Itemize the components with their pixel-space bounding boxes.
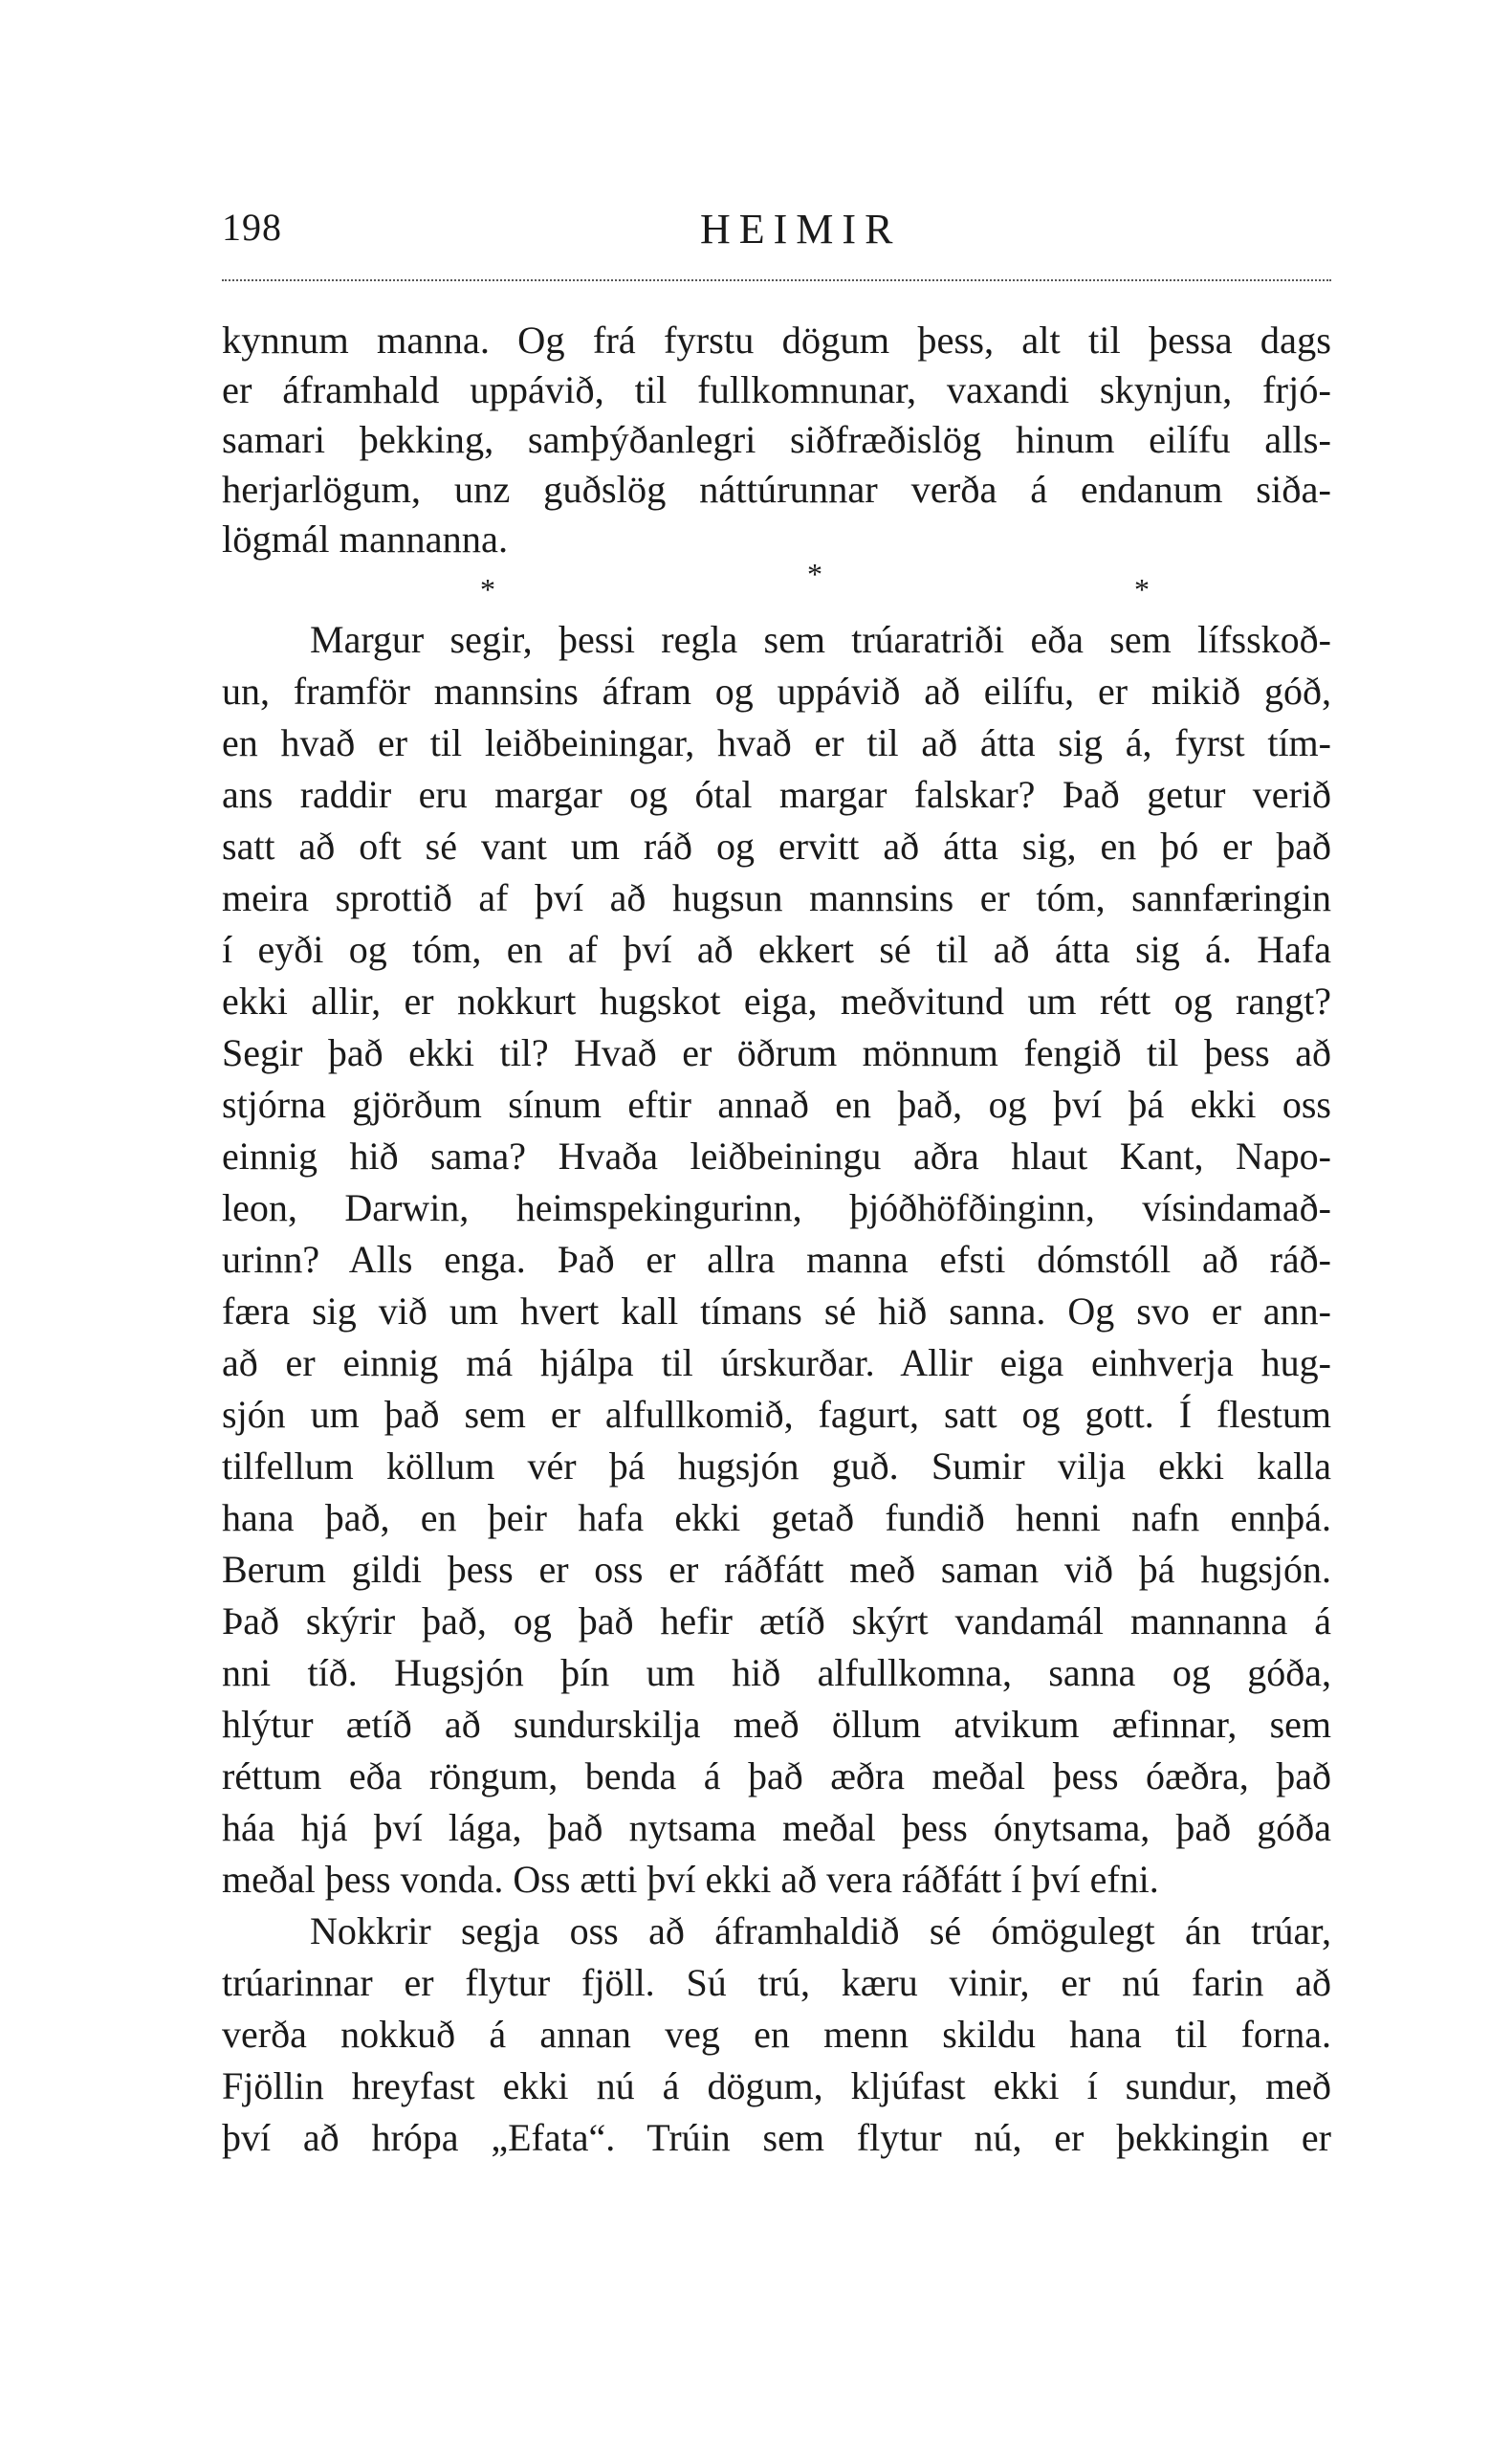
header-rule [222, 279, 1331, 281]
paragraph-2 [222, 614, 1331, 1906]
section-break-asterisks [480, 557, 1150, 614]
page-number: 198 [222, 206, 282, 249]
text-line: færa sig við um hvert kall tímans sé hið sanna. Og svo er ann- [222, 1290, 1331, 1333]
text-line: meðal þess vonda. Oss ætti því ekki að vera ráðfátt í því efni. [222, 1858, 1159, 1901]
text-line: háa hjá því lága, það nytsama meðal þess ónytsama, það góða [222, 1806, 1331, 1849]
text-line: ans raddir eru margar og ótal margar falskar? Það getur verið [222, 773, 1331, 816]
text-line: urinn? Alls enga. Það er allra manna efsti dómstóll að ráð- [222, 1238, 1331, 1281]
text-line: leon, Darwin, heimspekingurinn, þjóðhöfðinginn, vísindamað- [222, 1186, 1331, 1229]
text-line: trúarinnar er flytur fjöll. Sú trú, kæru vinir, er nú farin að [222, 1961, 1331, 2004]
page-header [222, 205, 1331, 262]
text-line: satt að oft sé vant um ráð og ervitt að átta sig, en þó er það [222, 825, 1331, 868]
text-line: lögmál mannanna. [222, 518, 509, 561]
text-line: Segir það ekki til? Hvað er öðrum mönnum fengið til þess að [222, 1031, 1331, 1074]
body-text [222, 316, 1331, 2164]
text-line: að er einnig má hjálpa til úrskurðar. Allir eiga einhverja hug- [222, 1341, 1331, 1384]
text-line: er áframhald uppávið, til fullkomnunar, vaxandi skynjun, frjó- [222, 368, 1331, 411]
text-line: samari þekking, samþýðanlegri siðfræðislög hinum eilífu alls- [222, 418, 1331, 461]
asterisk: * [807, 557, 822, 591]
text-line: Fjöllin hreyfast ekki nú á dögum, kljúfast ekki í sundur, með [222, 2064, 1331, 2107]
paragraph-1 [222, 316, 1331, 564]
text-line: hana það, en þeir hafa ekki getað fundið henni nafn ennþá. [222, 1496, 1331, 1539]
running-title: HEIMIR [700, 206, 902, 253]
text-line: Berum gildi þess er oss er ráðfátt með saman við þá hugsjón. [222, 1548, 1331, 1591]
text-line: nni tíð. Hugsjón þín um hið alfullkomna, sanna og góða, [222, 1651, 1331, 1694]
paragraph-3 [222, 1906, 1331, 2164]
text-line: Það skýrir það, og það hefir ætíð skýrt vandamál mannanna á [222, 1599, 1331, 1642]
text-line: stjórna gjörðum sínum eftir annað en það, og því þá ekki oss [222, 1083, 1331, 1126]
text-line: Margur segir, þessi regla sem trúaratriði eða sem lífsskoð- [310, 618, 1331, 661]
text-line: verða nokkuð á annan veg en menn skildu hana til forna. [222, 2013, 1331, 2056]
text-line: réttum eða röngum, benda á það æðra meðal þess óæðra, það [222, 1754, 1331, 1797]
text-line: því að hrópa „Efata“. Trúin sem flytur nú, er þekkingin er [222, 2116, 1331, 2159]
text-line: tilfellum köllum vér þá hugsjón guð. Sumir vilja ekki kalla [222, 1444, 1331, 1488]
asterisk: * [1134, 572, 1150, 606]
text-line: ekki allir, er nokkurt hugskot eiga, meðvitund um rétt og rangt? [222, 980, 1331, 1023]
text-line: meira sprottið af því að hugsun mannsins er tóm, sannfæringin [222, 876, 1331, 919]
text-line: en hvað er til leiðbeiningar, hvað er til að átta sig á, fyrst tím- [222, 721, 1331, 764]
text-line: í eyði og tóm, en af því að ekkert sé til að átta sig á. Hafa [222, 928, 1331, 971]
text-line: herjarlögum, unz guðslög náttúrunnar verða á endanum siða- [222, 468, 1331, 511]
text-line: hlýtur ætíð að sundurskilja með öllum atvikum æfinnar, sem [222, 1703, 1331, 1746]
text-line: sjón um það sem er alfullkomið, fagurt, satt og gott. Í flestum [222, 1393, 1331, 1436]
text-line: kynnum manna. Og frá fyrstu dögum þess, alt til þessa dags [222, 319, 1331, 362]
asterisk: * [480, 572, 495, 606]
text-line: einnig hið sama? Hvaða leiðbeiningu aðra hlaut Kant, Napo- [222, 1135, 1331, 1178]
text-line: un, framför mannsins áfram og uppávið að eilífu, er mikið góð, [222, 670, 1331, 713]
text-line: Nokkrir segja oss að áframhaldið sé ómögulegt án trúar, [310, 1909, 1331, 1952]
